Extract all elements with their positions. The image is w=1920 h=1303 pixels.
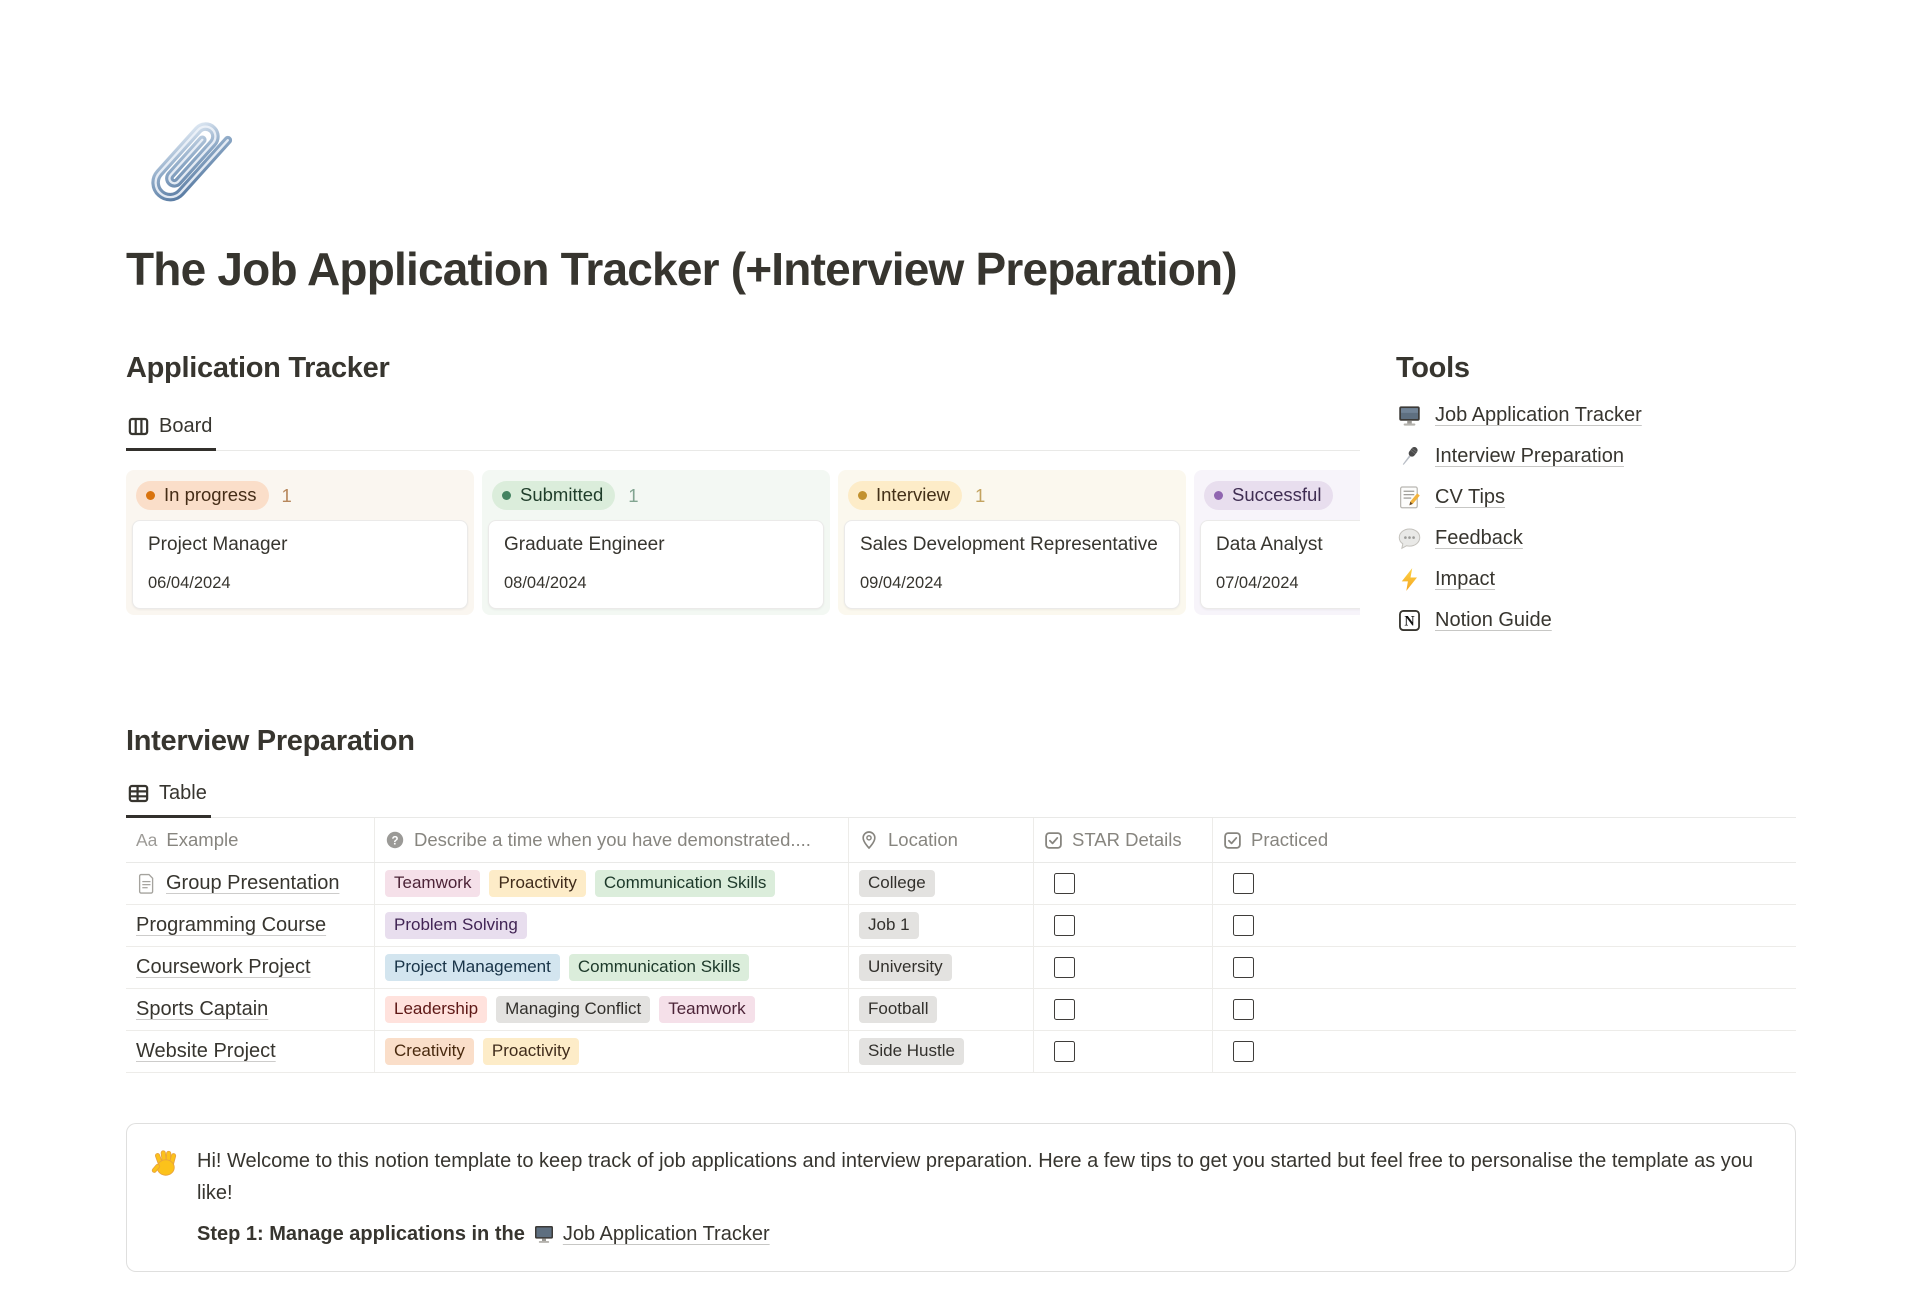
tools-link-interview-preparation[interactable]	[1396, 436, 1796, 477]
star-details-cell	[1034, 989, 1213, 1030]
location-cell[interactable]	[849, 863, 1034, 904]
tools-link-cv-tips[interactable]	[1396, 477, 1796, 518]
tag-pill: Teamwork	[385, 870, 480, 897]
location-pill: University	[859, 954, 952, 981]
board-column-header[interactable]	[1200, 476, 1360, 520]
table-icon	[128, 783, 149, 804]
column-header-star-details[interactable]: STAR Details	[1034, 818, 1213, 862]
board-column-in-progress	[126, 470, 474, 615]
practiced-cell	[1213, 863, 1796, 904]
practiced-checkbox[interactable]	[1233, 1041, 1254, 1062]
star-details-checkbox[interactable]	[1054, 957, 1075, 978]
tools-link-feedback[interactable]	[1396, 518, 1796, 559]
status-pill	[1204, 481, 1333, 510]
board-column-header[interactable]	[132, 476, 468, 520]
tools-section	[1396, 352, 1796, 641]
tools-link-label: Impact	[1435, 568, 1496, 590]
table-row	[126, 905, 1796, 947]
star-details-checkbox[interactable]	[1054, 999, 1075, 1020]
board-card[interactable]	[844, 520, 1180, 609]
practiced-checkbox[interactable]	[1233, 873, 1254, 894]
tag-pill: Project Management	[385, 954, 560, 981]
column-header-practiced[interactable]: Practiced	[1213, 818, 1796, 862]
practiced-checkbox[interactable]	[1233, 957, 1254, 978]
table-row	[126, 863, 1796, 905]
tools-link-label: Feedback	[1435, 527, 1523, 549]
example-cell[interactable]	[126, 1031, 375, 1072]
column-header-describe[interactable]: ? Describe a time when you have demonstrated....	[375, 818, 849, 862]
card-title: Project Manager	[148, 534, 288, 555]
card-date: 08/04/2024	[504, 574, 587, 592]
star-details-cell	[1034, 1031, 1213, 1072]
star-details-cell	[1034, 863, 1213, 904]
tools-link-job-application-tracker[interactable]	[1396, 395, 1796, 436]
card-date: 09/04/2024	[860, 574, 943, 592]
location-pill: Side Hustle	[859, 1038, 964, 1065]
column-count: 1	[975, 484, 986, 506]
tag-pill: Creativity	[385, 1038, 474, 1065]
board-card[interactable]	[488, 520, 824, 609]
tools-link-notion-guide[interactable]	[1396, 600, 1796, 641]
status-label: Interview	[876, 484, 951, 505]
location-pill: Football	[859, 996, 937, 1023]
svg-text:N: N	[1404, 613, 1415, 630]
row-page-link[interactable]: Coursework Project	[136, 956, 311, 978]
card-date: 06/04/2024	[148, 574, 231, 592]
tools-link-label: Job Application Tracker	[1435, 404, 1642, 426]
card-title: Graduate Engineer	[504, 534, 665, 555]
status-dot-icon	[502, 491, 511, 500]
tags-cell[interactable]	[375, 1031, 849, 1072]
table-row	[126, 947, 1796, 989]
speech-balloon-icon	[1396, 526, 1423, 551]
callout-body	[197, 1145, 1757, 1250]
board-card[interactable]	[1200, 520, 1360, 609]
row-page-link[interactable]: Programming Course	[136, 914, 327, 936]
row-page-link[interactable]: Group Presentation	[166, 872, 340, 894]
tools-link-label: Notion Guide	[1435, 609, 1552, 631]
example-cell[interactable]	[126, 905, 375, 946]
desktop-computer-icon	[1396, 403, 1423, 428]
board-column-submitted	[482, 470, 830, 615]
welcome-callout	[126, 1123, 1796, 1272]
tags-cell[interactable]	[375, 905, 849, 946]
tag-pill: Proactivity	[489, 870, 585, 897]
interview-preparation-table	[126, 818, 1796, 1073]
question-icon	[385, 830, 405, 850]
tag-pill: Communication Skills	[595, 870, 776, 897]
board-card[interactable]	[132, 520, 468, 609]
table-view-tabbar	[126, 776, 1796, 818]
table-row	[126, 1031, 1796, 1073]
status-label: Submitted	[520, 484, 604, 505]
tools-list	[1396, 395, 1796, 641]
practiced-cell	[1213, 989, 1796, 1030]
card-title: Sales Development Representative	[860, 534, 1158, 555]
practiced-checkbox[interactable]	[1233, 915, 1254, 936]
practiced-cell	[1213, 947, 1796, 988]
step-link[interactable]: Job Application Tracker	[562, 1222, 770, 1245]
board-column-successful	[1194, 470, 1360, 615]
tab-board-label: Board	[159, 415, 213, 437]
zap-icon	[1396, 567, 1423, 592]
board-icon	[128, 416, 149, 437]
row-page-link[interactable]: Sports Captain	[136, 998, 269, 1020]
application-tracker-heading: Application Tracker	[126, 352, 390, 384]
tags-cell[interactable]	[375, 989, 849, 1030]
notion-logo-icon	[1396, 608, 1423, 633]
card-title: Data Analyst	[1216, 534, 1323, 555]
example-cell[interactable]	[126, 863, 375, 904]
board-column-header[interactable]	[488, 476, 824, 520]
practiced-cell	[1213, 905, 1796, 946]
star-details-checkbox[interactable]	[1054, 1041, 1075, 1062]
tag-pill: Leadership	[385, 996, 487, 1023]
callout-text: Hi! Welcome to this notion template to keep track of job applications and interview preparation. Here a few tips to get you started but feel free to personalise the template as you like!	[197, 1150, 1754, 1205]
page-title: The Job Application Tracker (+Interview Preparation)	[126, 243, 1237, 295]
tag-pill: Proactivity	[483, 1038, 579, 1065]
status-label: Successful	[1232, 484, 1322, 505]
step-prefix: Step 1: Manage applications in the	[197, 1222, 525, 1245]
location-cell[interactable]	[849, 905, 1034, 946]
tab-table-label: Table	[159, 782, 207, 804]
location-cell[interactable]	[849, 1031, 1034, 1072]
interview-preparation-heading: Interview Preparation	[126, 725, 415, 757]
status-dot-icon	[146, 491, 155, 500]
board-column-header[interactable]	[844, 476, 1180, 520]
checkbox-icon	[1044, 831, 1063, 850]
tools-link-label: Interview Preparation	[1435, 445, 1624, 467]
status-dot-icon	[1214, 491, 1223, 500]
column-count: 1	[628, 484, 639, 506]
column-header-example[interactable]: Aa Example	[126, 818, 375, 862]
practiced-cell	[1213, 1031, 1796, 1072]
practiced-checkbox[interactable]	[1233, 999, 1254, 1020]
text-aa-icon: Aa	[136, 829, 158, 850]
row-page-link[interactable]: Website Project	[136, 1040, 276, 1062]
location-cell[interactable]	[849, 989, 1034, 1030]
status-pill	[492, 481, 615, 510]
page-icon	[136, 873, 157, 894]
example-cell[interactable]	[126, 989, 375, 1030]
table-header-row	[126, 818, 1796, 863]
checkbox-icon	[1223, 831, 1242, 850]
card-date: 07/04/2024	[1216, 574, 1299, 592]
star-details-checkbox[interactable]	[1054, 873, 1075, 894]
memo-icon	[1396, 485, 1423, 510]
application-tracker-section	[126, 352, 1360, 615]
status-dot-icon	[858, 491, 867, 500]
waving-hand-icon	[151, 1145, 181, 1183]
star-details-checkbox[interactable]	[1054, 915, 1075, 936]
status-pill	[136, 481, 269, 510]
svg-text:?: ?	[391, 835, 399, 848]
board-view-tabbar	[126, 409, 1360, 451]
status-label: In progress	[164, 484, 257, 505]
example-cell[interactable]	[126, 947, 375, 988]
tab-table[interactable]	[126, 776, 211, 818]
tag-pill: Communication Skills	[569, 954, 750, 981]
table-row	[126, 989, 1796, 1031]
tag-pill: Managing Conflict	[496, 996, 650, 1023]
tools-link-impact[interactable]	[1396, 559, 1796, 600]
tag-pill: Problem Solving	[385, 912, 527, 939]
location-cell[interactable]	[849, 947, 1034, 988]
location-pin-icon	[859, 830, 879, 850]
tags-cell[interactable]	[375, 947, 849, 988]
callout-step-line	[197, 1218, 1757, 1250]
tab-board[interactable]	[126, 409, 216, 451]
board-column-interview	[838, 470, 1186, 615]
location-pill: Job 1	[859, 912, 919, 939]
microphone-icon	[1396, 444, 1423, 469]
column-header-location[interactable]: Location	[849, 818, 1034, 862]
column-count: 1	[281, 484, 292, 506]
kanban-board	[126, 470, 1360, 615]
star-details-cell	[1034, 905, 1213, 946]
notion-page	[0, 104, 1920, 1272]
star-details-cell	[1034, 947, 1213, 988]
tag-pill: Teamwork	[659, 996, 754, 1023]
tools-heading: Tools	[1396, 352, 1470, 384]
paperclip-icon[interactable]	[126, 104, 248, 226]
interview-preparation-section	[126, 725, 1796, 1073]
status-pill	[848, 481, 962, 510]
tools-link-label: CV Tips	[1435, 486, 1506, 508]
tags-cell[interactable]	[375, 863, 849, 904]
desktop-computer-icon	[533, 1223, 555, 1245]
location-pill: College	[859, 870, 935, 897]
